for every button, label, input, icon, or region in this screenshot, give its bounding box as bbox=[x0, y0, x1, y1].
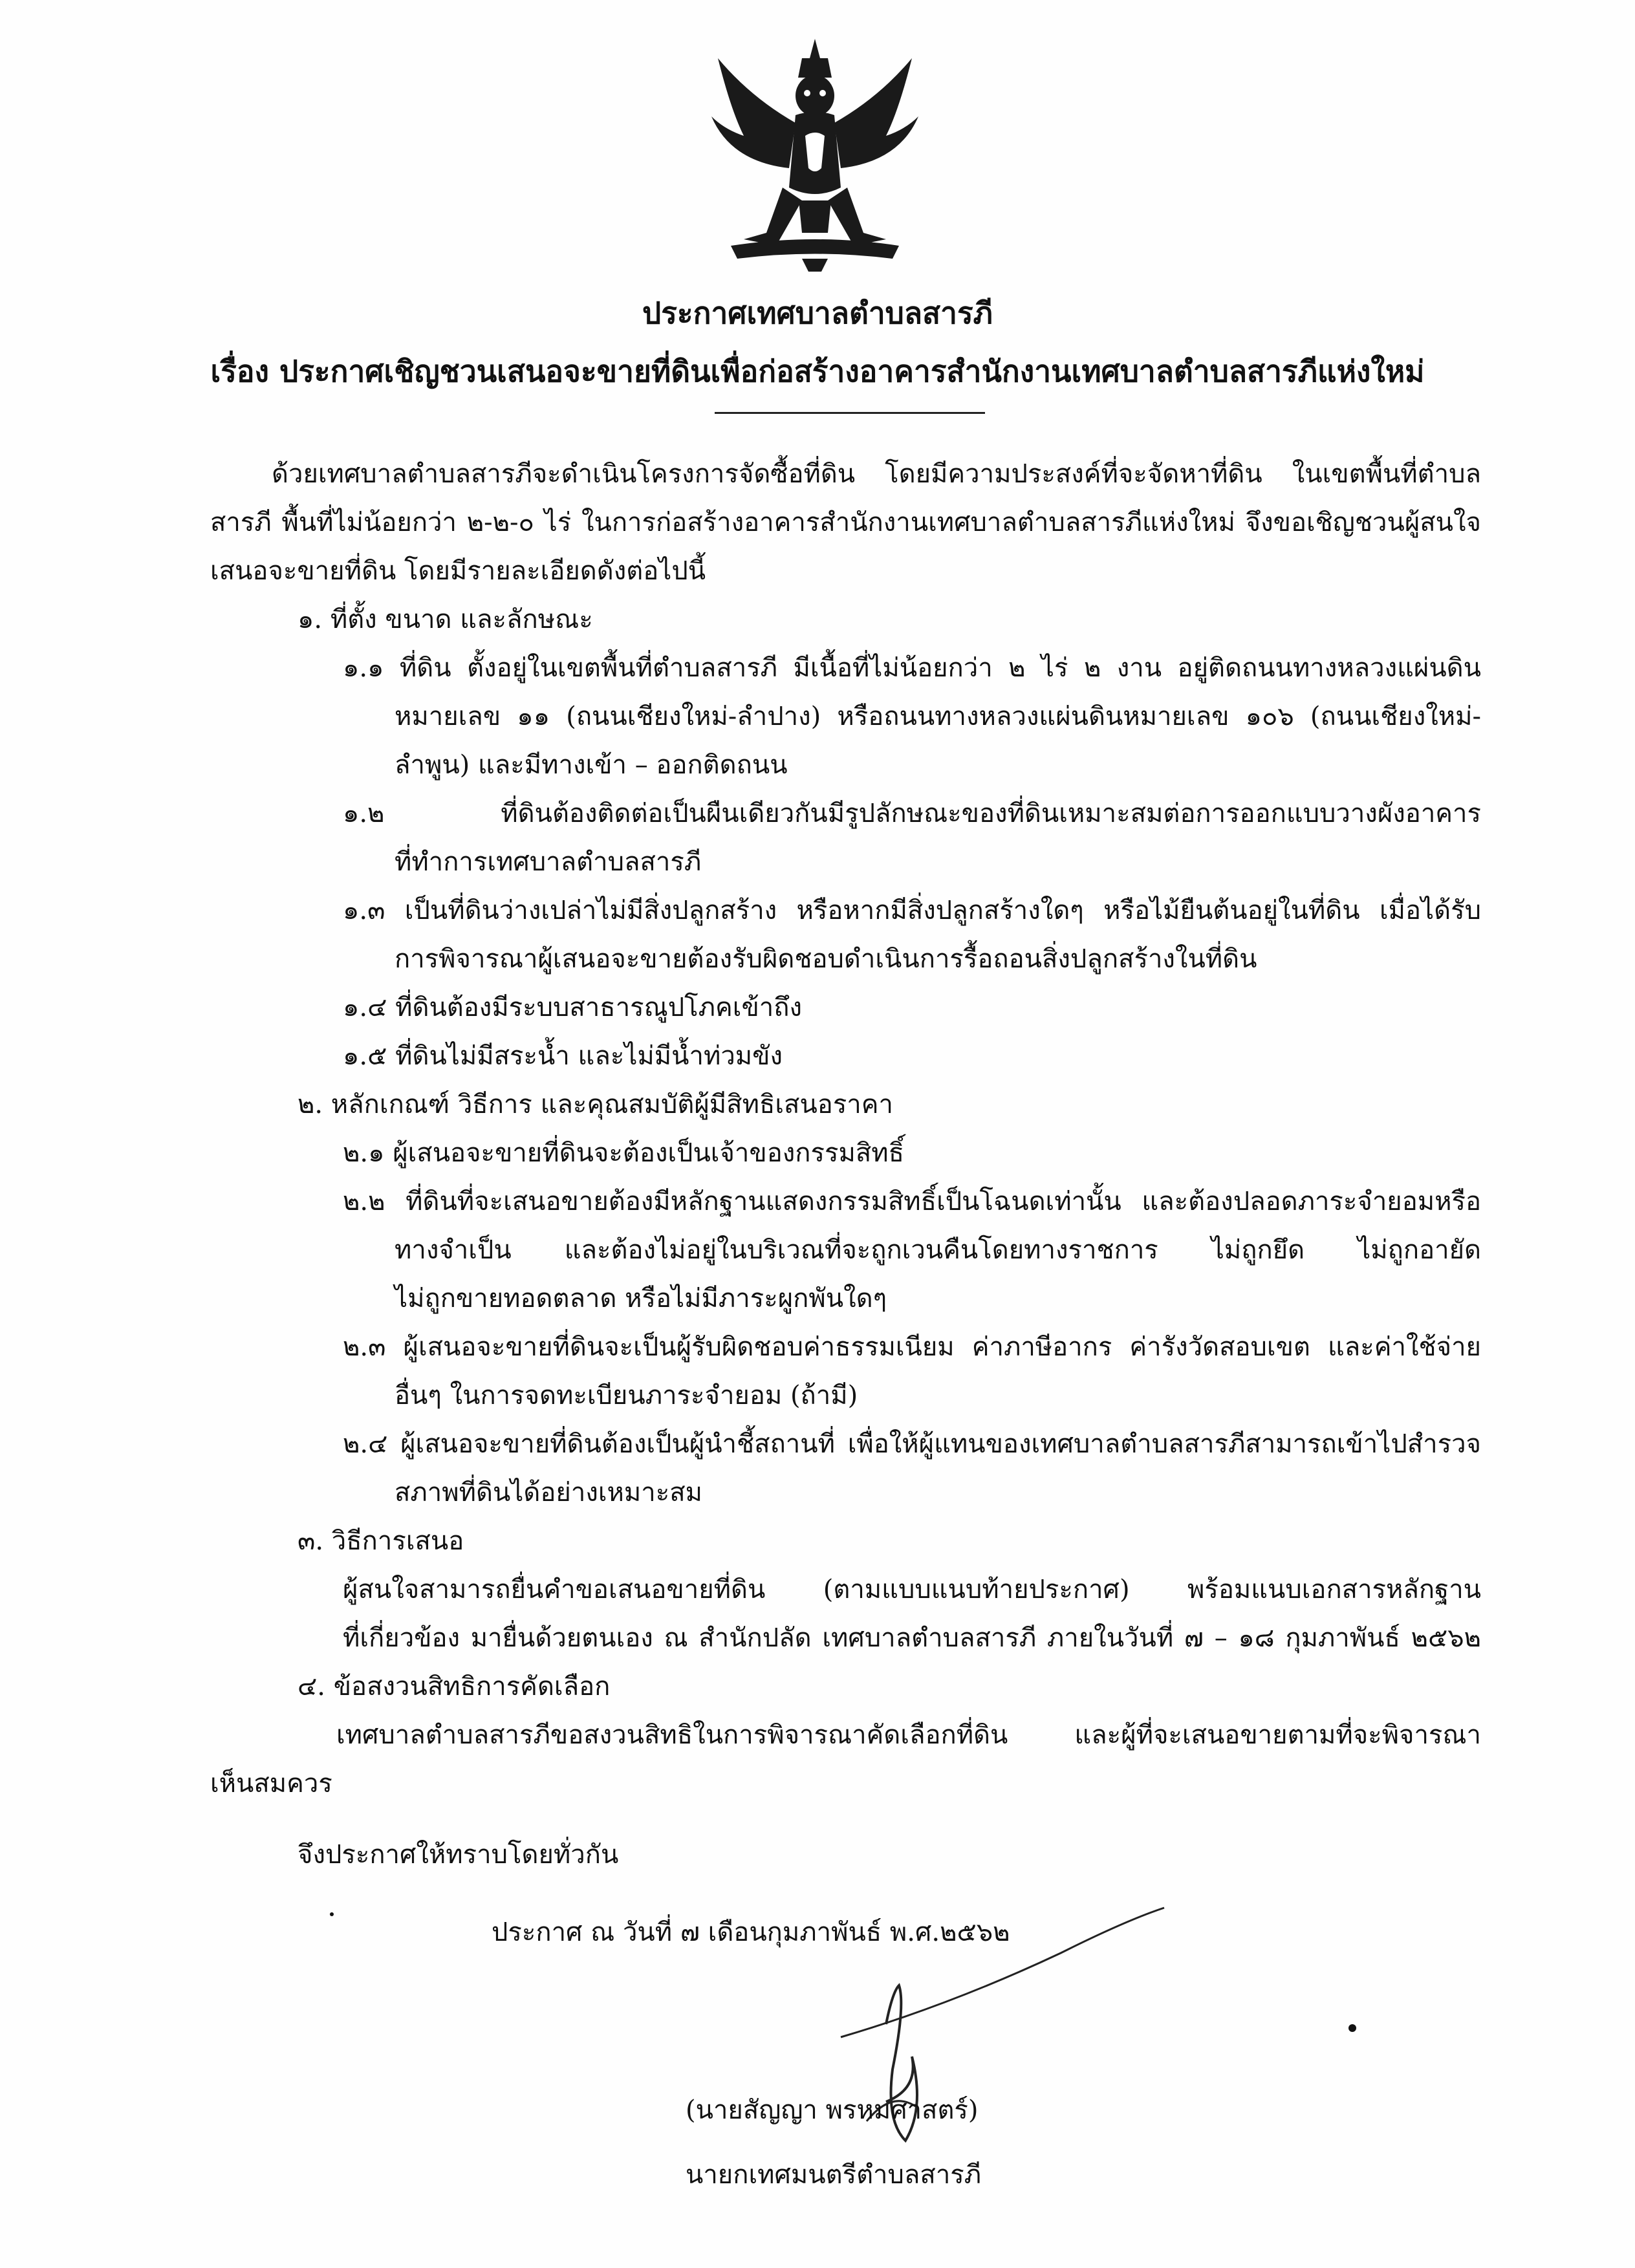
section-2-heading: ๒. หลักเกณฑ์ วิธีการ และคุณสมบัติผู้มีสิทธิเสนอราคา bbox=[298, 1090, 893, 1119]
document-subject: เรื่อง ประกาศเชิญชวนเสนอจะขายที่ดินเพื่อก่อสร้างอาคารสำนักงานเทศบาลตำบลสารภีแห่งใหม่ bbox=[210, 354, 1425, 389]
section-2-item-3-line-2: อื่นๆ ในการจดทะเบียนภาระจำยอม (ถ้ามี) bbox=[395, 1381, 858, 1410]
section-4-line-2: เห็นสมควร bbox=[210, 1769, 332, 1798]
intro-line-2: สารภี พื้นที่ไม่น้อยกว่า ๒-๒-๐ ไร่ ในการก่อสร้างอาคารสำนักงานเทศบาลตำบลสารภีแห่งใหม่ จึงขอเชิญชวนผู้สนใจ bbox=[210, 508, 1481, 537]
section-2-item-4-line-2: สภาพที่ดินได้อย่างเหมาะสม bbox=[395, 1478, 702, 1507]
section-2-item-2-line-2: ทางจำเป็น และต้องไม่อยู่ในบริเวณที่จะถูกเวนคืนโดยทางราชการ ไม่ถูกยึด ไม่ถูกอายัด bbox=[395, 1235, 1481, 1265]
section-3-line-1: ผู้สนใจสามารถยื่นคำขอเสนอขายที่ดิน (ตามแบบแนบท้ายประกาศ) พร้อมแนบเอกสารหลักฐาน bbox=[343, 1575, 1481, 1604]
section-1-item-2-line-2: ที่ทำการเทศบาลตำบลสารภี bbox=[395, 847, 702, 877]
closing-announcement: จึงประกาศให้ทราบโดยทั่วกัน bbox=[298, 1840, 619, 1870]
title-divider bbox=[715, 412, 985, 414]
handwritten-signature bbox=[789, 1875, 1203, 2173]
section-1-heading: ๑. ที่ตั้ง ขนาด และลักษณะ bbox=[298, 605, 593, 634]
section-1-item-1-line-1: ๑.๑ ที่ดิน ตั้งอยู่ในเขตพื้นที่ตำบลสารภี มีเนื้อที่ไม่น้อยกว่า ๒ ไร่ ๒ งาน อยู่ติดถนนทางหลวงแผ่นดิน bbox=[343, 653, 1481, 683]
section-1-item-4: ๑.๔ ที่ดินต้องมีระบบสาธารณูปโภคเข้าถึง bbox=[343, 993, 802, 1022]
section-2-item-1: ๒.๑ ผู้เสนอจะขายที่ดินจะต้องเป็นเจ้าของกรรมสิทธิ์ bbox=[343, 1138, 905, 1168]
scan-speck bbox=[1348, 2024, 1356, 2032]
announcement-date: ประกาศ ณ วันที่ ๗ เดือนกุมภาพันธ์ พ.ศ.๒๕๖๒ bbox=[492, 1917, 1010, 1947]
section-1-item-3-line-2: การพิจารณาผู้เสนอจะขายต้องรับผิดชอบดำเนินการรื้อถอนสิ่งปลูกสร้างในที่ดิน bbox=[395, 944, 1257, 974]
document-title: ประกาศเทศบาลตำบลสารภี bbox=[642, 296, 993, 330]
section-2-item-2-line-1: ๒.๒ ที่ดินที่จะเสนอขายต้องมีหลักฐานแสดงกรรมสิทธิ์เป็นโฉนดเท่านั้น และต้องปลอดภาระจำยอมหรือ bbox=[343, 1187, 1481, 1216]
section-4-heading: ๔. ข้อสงวนสิทธิการคัดเลือก bbox=[298, 1672, 611, 1701]
signer-name: (นายสัญญา พรหมศาสตร์) bbox=[686, 2095, 979, 2125]
section-3-heading: ๓. วิธีการเสนอ bbox=[298, 1526, 464, 1556]
section-2-item-2-line-3: ไม่ถูกขายทอดตลาด หรือไม่มีภาระผูกพันใดๆ bbox=[395, 1284, 887, 1313]
section-1-item-3-line-1: ๑.๓ เป็นที่ดินว่างเปล่าไม่มีสิ่งปลูกสร้าง หรือหากมีสิ่งปลูกสร้างใดๆ หรือไม้ยืนต้นอยู่ในที่ดิน เมื่อได้รับ bbox=[343, 896, 1481, 925]
garuda-emblem-icon bbox=[705, 39, 925, 272]
scan-speck bbox=[330, 1912, 334, 1916]
section-4-line-1: เทศบาลตำบลสารภีขอสงวนสิทธิในการพิจารณาคัดเลือกที่ดิน และผู้ที่จะเสนอขายตามที่จะพิจารณา bbox=[336, 1720, 1481, 1750]
section-1-item-2-line-1: ๑.๒ ที่ดินต้องติดต่อเป็นผืนเดียวกันมีรูปลักษณะของที่ดินเหมาะสมต่อการออกแบบวางผังอาคาร bbox=[343, 799, 1481, 828]
section-2-item-4-line-1: ๒.๔ ผู้เสนอจะขายที่ดินต้องเป็นผู้นำชี้สถานที่ เพื่อให้ผู้แทนของเทศบาลตำบลสารภีสามารถเข้าไปสำรวจ bbox=[343, 1429, 1481, 1459]
section-3-line-2: ที่เกี่ยวข้อง มายื่นด้วยตนเอง ณ สำนักปลัด เทศบาลตำบลสารภี ภายในวันที่ ๗ – ๑๘ กุมภาพันธ์ ๒๕๖๒ bbox=[343, 1623, 1481, 1653]
section-1-item-1-line-3: ลำพูน) และมีทางเข้า – ออกติดถนน bbox=[395, 750, 788, 780]
signer-title: นายกเทศมนตรีตำบลสารภี bbox=[686, 2160, 982, 2190]
section-2-item-3-line-1: ๒.๓ ผู้เสนอจะขายที่ดินจะเป็นผู้รับผิดชอบค่าธรรมเนียม ค่าภาษีอากร ค่ารังวัดสอบเขต และค่าใช้จ่าย bbox=[343, 1332, 1481, 1362]
section-1-item-5: ๑.๕ ที่ดินไม่มีสระน้ำ และไม่มีน้ำท่วมขัง bbox=[343, 1041, 783, 1071]
intro-line-3: เสนอจะขายที่ดิน โดยมีรายละเอียดดังต่อไปนี้ bbox=[210, 556, 706, 586]
section-1-item-1-line-2: หมายเลข ๑๑ (ถนนเชียงใหม่-ลำปาง) หรือถนนทางหลวงแผ่นดินหมายเลข ๑๐๖ (ถนนเชียงใหม่- bbox=[395, 702, 1481, 731]
intro-line-1: ด้วยเทศบาลตำบลสารภีจะดำเนินโครงการจัดซื้อที่ดิน โดยมีความประสงค์ที่จะจัดหาที่ดิน ในเขตพื้นที่ตำบล bbox=[272, 459, 1481, 489]
